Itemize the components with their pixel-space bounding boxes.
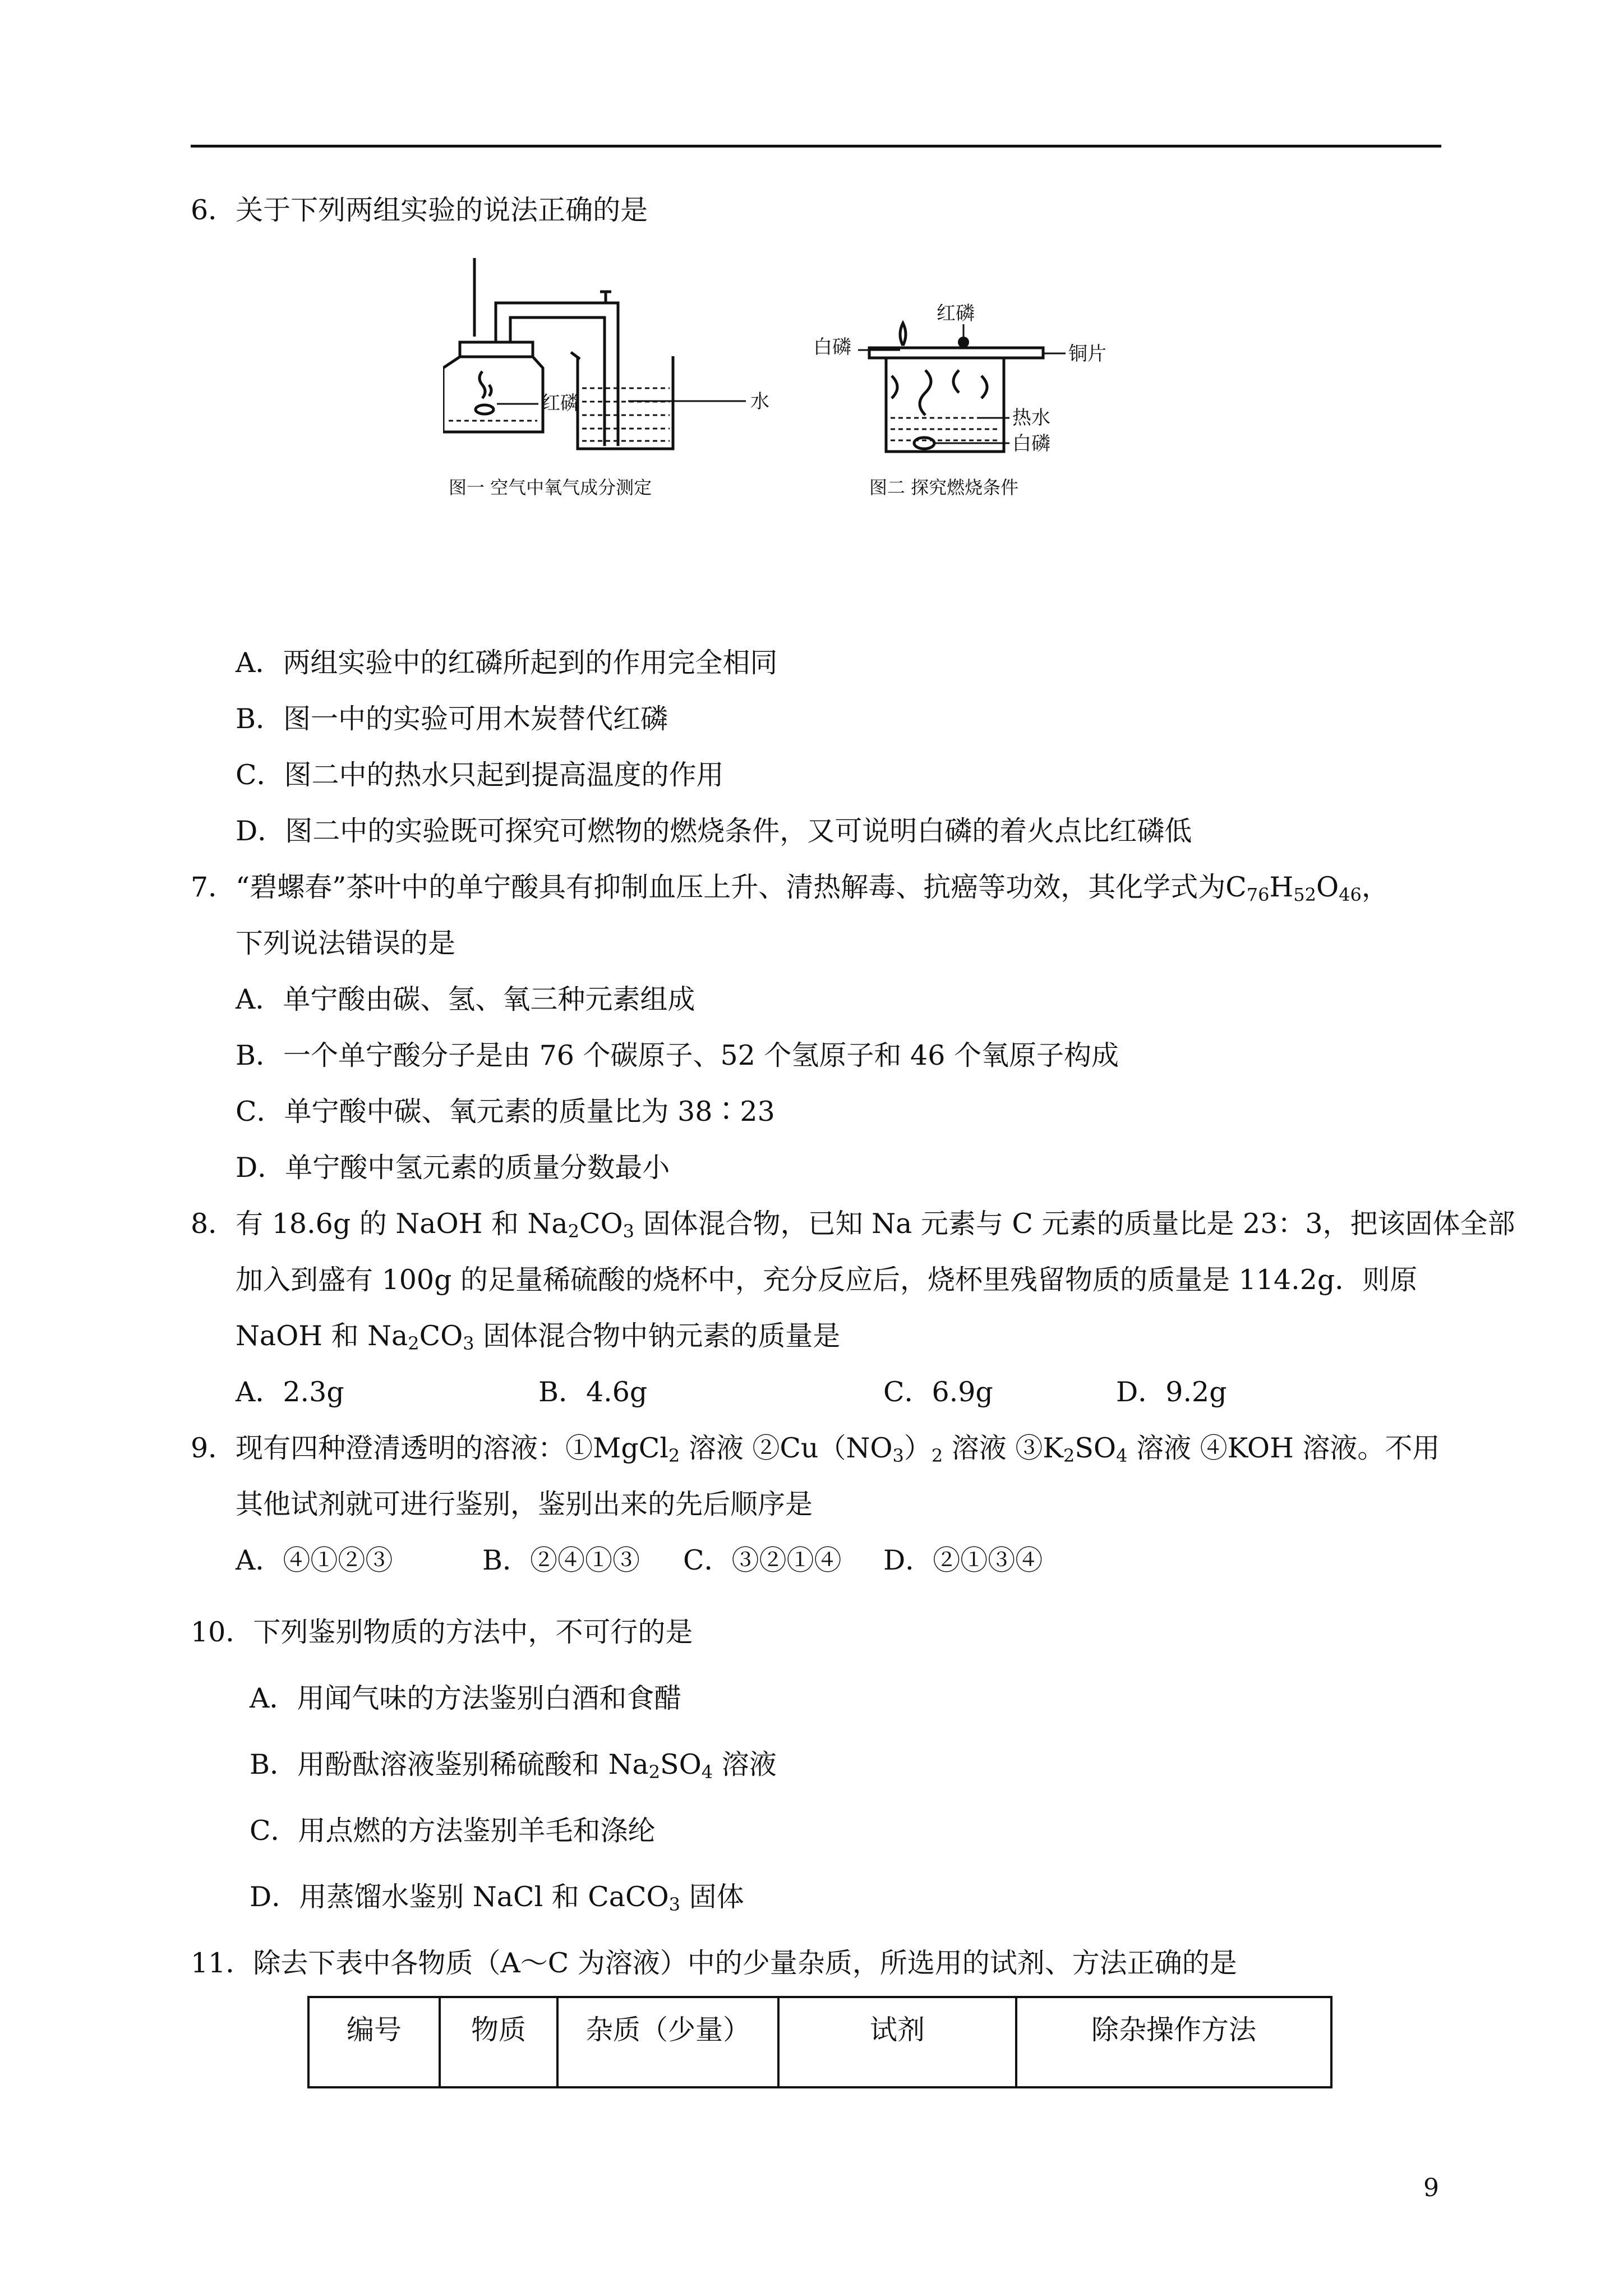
- q9-stem-line2: 其他试剂就可进行鉴别，鉴别出来的先后顺序是: [236, 1488, 813, 1520]
- q8-option-c: C．6.9g: [883, 1376, 993, 1408]
- figure2-label-white-phosphorus-bottom: 白磷: [1012, 432, 1050, 455]
- q7-formula: $C_{76}H_{52}O_{46}$，: [1225, 871, 1389, 905]
- figure2-label-red-phosphorus: 红磷: [937, 302, 975, 325]
- q7-stem-text: 7．“碧螺春”茶叶中的单宁酸具有抑制血压上升、清热解毒、抗癌等功效，其化学式为: [191, 871, 1226, 903]
- q11-table: [307, 1996, 1332, 2088]
- figure2-label-white-phosphorus-top: 白磷: [813, 336, 851, 358]
- q9-option-c: C．③②①④: [683, 1544, 842, 1576]
- q10-option-d: D．用蒸馏水鉴别 NaCl 和 CaCO$_3$ 固体: [250, 1881, 744, 1915]
- q8-option-a: A．2.3g: [236, 1376, 344, 1408]
- page-number: 9: [1423, 2174, 1439, 2202]
- figure1-label-water: 水: [750, 390, 769, 413]
- q9-stem-line1: 9．现有四种澄清透明的溶液：①MgCl$_2$ 溶液 $②Cu(NO_3)_2$ 溶液 $③K_2SO_4$ 溶液 ④KOH 溶液。不用: [191, 1432, 1440, 1466]
- q6-option-d: D．图二中的实验既可探究可燃物的燃烧条件，又可说明白磷的着火点比红磷低: [236, 815, 1192, 847]
- q7-option-b: B．一个单宁酸分子是由 76 个碳原子、52 个氢原子和 46 个氧原子构成: [236, 1039, 1119, 1071]
- q8-option-b: B．4.6g: [538, 1376, 648, 1408]
- table-header-cell: 试剂: [778, 1997, 1016, 2087]
- table-header-row: [308, 1997, 1331, 2087]
- figure1-caption: 图一 空气中氧气成分测定: [449, 477, 652, 498]
- q6-option-a: A．两组实验中的红磷所起到的作用完全相同: [236, 647, 778, 679]
- q9-option-d: D．②①③④: [883, 1544, 1043, 1576]
- table-header-cell: 除杂操作方法: [1016, 1997, 1331, 2087]
- header-rule: [191, 145, 1441, 148]
- q6-stem: 6．关于下列两组实验的说法正确的是: [191, 194, 648, 226]
- q8-stem-line3: NaOH 和 $Na_2CO_3$ 固体混合物中钠元素的质量是: [236, 1320, 841, 1354]
- q7-option-d: D．单宁酸中氢元素的质量分数最小: [236, 1152, 670, 1184]
- table-header-cell: 物质: [440, 1997, 557, 2087]
- q7-option-c: C．单宁酸中碳、氧元素的质量比为 38∶23: [236, 1096, 775, 1128]
- q7-stem-line2: 下列说法错误的是: [236, 927, 456, 959]
- table-header-cell: 杂质（少量）: [557, 1997, 778, 2087]
- q6-option-c: C．图二中的热水只起到提高温度的作用: [236, 759, 724, 791]
- figure1-label-red-phosphorus: 红磷: [541, 392, 579, 415]
- q10-option-a: A．用闻气味的方法鉴别白酒和食醋: [250, 1682, 682, 1714]
- figure2-label-hot-water: 热水: [1012, 407, 1050, 429]
- q6-option-b: B．图一中的实验可用木炭替代红磷: [236, 703, 668, 735]
- q8-stem-line1: 8．有 18.6g 的 NaOH 和 $Na_2CO_3$ 固体混合物，已知 Na 元素与 C 元素的质量比是 23：3，把该固体全部: [191, 1208, 1515, 1242]
- q10-option-c: C．用点燃的方法鉴别羊毛和涤纶: [250, 1815, 656, 1847]
- q10-stem: 10．下列鉴别物质的方法中，不可行的是: [191, 1616, 693, 1648]
- q9-option-a: A．④①②③: [236, 1544, 393, 1576]
- q8-option-d: D．9.2g: [1116, 1376, 1227, 1408]
- table-header-cell: 编号: [308, 1997, 440, 2087]
- q9-option-b: B．②④①③: [482, 1544, 640, 1576]
- q6-figure: [443, 258, 1116, 510]
- figure1-apparatus: [443, 258, 673, 449]
- figure2-water: [891, 418, 999, 440]
- q10-option-b: B．用酚酞溶液鉴别稀硫酸和 $Na_2SO_4$ 溶液: [250, 1749, 777, 1783]
- q8-stem-line2: 加入到盛有 100g 的足量稀硫酸的烧杯中，充分反应后，烧杯里残留物质的质量是 114.2g．则原: [236, 1264, 1418, 1296]
- q7-option-a: A．单宁酸由碳、氢、氧三种元素组成: [236, 983, 695, 1015]
- q7-stem-line1: [191, 871, 1389, 904]
- figure2-caption: 图二 探究燃烧条件: [869, 477, 1019, 498]
- q11-stem: 11．除去下表中各物质（A～C 为溶液）中的少量杂质，所选用的试剂、方法正确的是: [191, 1947, 1237, 1979]
- figure2-label-copper: 铜片: [1068, 343, 1106, 365]
